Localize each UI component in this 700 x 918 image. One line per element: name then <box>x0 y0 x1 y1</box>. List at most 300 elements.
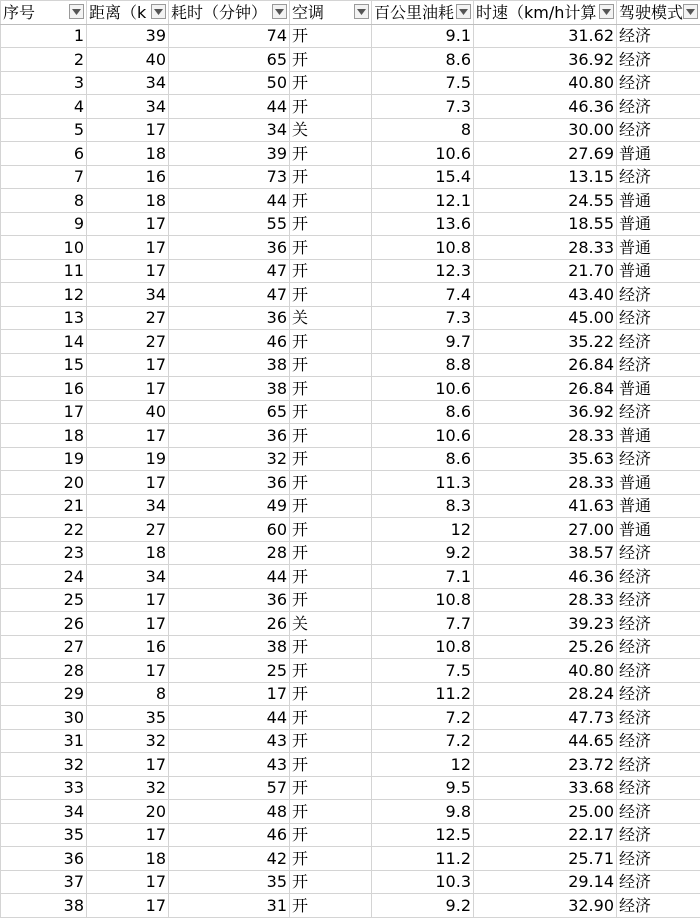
cell-col-seq[interactable]: 11 <box>1 259 87 283</box>
header-col-speed[interactable] <box>474 1 617 25</box>
cell-col-mode[interactable]: 经济 <box>617 353 700 377</box>
cell-col-speed[interactable]: 25.26 <box>474 635 617 659</box>
cell-col-speed[interactable]: 39.23 <box>474 612 617 636</box>
cell-col-fuel[interactable]: 7.2 <box>372 729 474 753</box>
cell-col-fuel[interactable]: 9.2 <box>372 894 474 918</box>
cell-col-ac[interactable]: 开 <box>290 400 372 424</box>
table-body <box>1 24 700 917</box>
cell-col-ac[interactable]: 开 <box>290 682 372 706</box>
cell-col-mode[interactable]: 经济 <box>617 682 700 706</box>
cell-col-seq[interactable]: 24 <box>1 565 87 589</box>
cell-col-fuel[interactable]: 15.4 <box>372 165 474 189</box>
cell-col-ac[interactable]: 开 <box>290 753 372 777</box>
cell-col-ac[interactable]: 关 <box>290 306 372 330</box>
cell-col-duration[interactable]: 65 <box>169 400 290 424</box>
cell-col-mode[interactable]: 经济 <box>617 823 700 847</box>
cell-col-duration[interactable]: 36 <box>169 306 290 330</box>
cell-col-speed[interactable]: 27.69 <box>474 142 617 166</box>
cell-col-ac[interactable]: 开 <box>290 330 372 354</box>
cell-col-ac[interactable]: 开 <box>290 165 372 189</box>
cell-col-seq[interactable]: 33 <box>1 776 87 800</box>
cell-col-duration[interactable]: 50 <box>169 71 290 95</box>
cell-col-fuel[interactable]: 8.3 <box>372 494 474 518</box>
cell-col-duration[interactable]: 65 <box>169 48 290 72</box>
cell-col-distance[interactable]: 17 <box>87 823 169 847</box>
cell-col-distance[interactable]: 17 <box>87 894 169 918</box>
cell-col-ac[interactable]: 开 <box>290 565 372 589</box>
cell-col-seq[interactable]: 21 <box>1 494 87 518</box>
cell-col-speed[interactable]: 41.63 <box>474 494 617 518</box>
cell-col-seq[interactable]: 36 <box>1 847 87 871</box>
cell-col-fuel[interactable]: 7.3 <box>372 95 474 119</box>
table-row <box>1 189 700 213</box>
cell-col-seq[interactable]: 25 <box>1 588 87 612</box>
cell-col-fuel[interactable]: 11.2 <box>372 682 474 706</box>
cell-col-fuel[interactable]: 7.5 <box>372 71 474 95</box>
cell-col-speed[interactable]: 40.80 <box>474 659 617 683</box>
cell-col-mode[interactable]: 经济 <box>617 565 700 589</box>
cell-col-distance[interactable]: 39 <box>87 24 169 48</box>
table-row <box>1 400 700 424</box>
cell-col-seq[interactable]: 7 <box>1 165 87 189</box>
cell-col-fuel[interactable]: 12 <box>372 753 474 777</box>
cell-col-seq[interactable]: 5 <box>1 118 87 142</box>
cell-col-speed[interactable]: 46.36 <box>474 95 617 119</box>
cell-col-speed[interactable]: 30.00 <box>474 118 617 142</box>
cell-col-distance[interactable]: 17 <box>87 870 169 894</box>
cell-col-duration[interactable]: 60 <box>169 518 290 542</box>
cell-col-distance[interactable]: 32 <box>87 776 169 800</box>
header-col-duration[interactable] <box>169 1 290 25</box>
cell-col-fuel[interactable]: 9.5 <box>372 776 474 800</box>
cell-col-seq[interactable]: 16 <box>1 377 87 401</box>
cell-col-speed[interactable]: 28.33 <box>474 588 617 612</box>
header-col-distance[interactable] <box>87 1 169 25</box>
cell-col-seq[interactable]: 9 <box>1 212 87 236</box>
cell-col-mode[interactable]: 普通 <box>617 471 700 495</box>
cell-col-duration[interactable]: 35 <box>169 870 290 894</box>
table-row <box>1 71 700 95</box>
table-row <box>1 259 700 283</box>
cell-col-speed[interactable]: 36.92 <box>474 400 617 424</box>
cell-col-duration[interactable]: 43 <box>169 729 290 753</box>
cell-col-speed[interactable]: 23.72 <box>474 753 617 777</box>
cell-col-fuel[interactable]: 9.8 <box>372 800 474 824</box>
cell-col-fuel[interactable]: 10.6 <box>372 424 474 448</box>
cell-col-seq[interactable]: 30 <box>1 706 87 730</box>
cell-col-fuel[interactable]: 8 <box>372 118 474 142</box>
cell-col-ac[interactable]: 开 <box>290 870 372 894</box>
cell-col-mode[interactable]: 经济 <box>617 776 700 800</box>
filter-dropdown-icon[interactable] <box>683 4 698 19</box>
cell-col-fuel[interactable]: 7.3 <box>372 306 474 330</box>
cell-col-speed[interactable]: 46.36 <box>474 565 617 589</box>
cell-col-duration[interactable]: 31 <box>169 894 290 918</box>
cell-col-seq[interactable]: 26 <box>1 612 87 636</box>
cell-col-seq[interactable]: 1 <box>1 24 87 48</box>
cell-col-mode[interactable]: 经济 <box>617 48 700 72</box>
cell-col-speed[interactable]: 21.70 <box>474 259 617 283</box>
cell-col-mode[interactable]: 经济 <box>617 283 700 307</box>
table-row <box>1 471 700 495</box>
cell-col-fuel[interactable]: 7.1 <box>372 565 474 589</box>
cell-col-fuel[interactable]: 8.6 <box>372 48 474 72</box>
cell-col-speed[interactable]: 24.55 <box>474 189 617 213</box>
cell-col-fuel[interactable]: 9.7 <box>372 330 474 354</box>
filter-dropdown-icon[interactable] <box>599 4 614 19</box>
cell-col-distance[interactable]: 17 <box>87 377 169 401</box>
cell-col-speed[interactable]: 26.84 <box>474 353 617 377</box>
cell-col-ac[interactable]: 开 <box>290 189 372 213</box>
cell-col-distance[interactable]: 17 <box>87 212 169 236</box>
cell-col-distance[interactable]: 18 <box>87 847 169 871</box>
cell-col-distance[interactable]: 17 <box>87 118 169 142</box>
cell-col-mode[interactable]: 普通 <box>617 236 700 260</box>
cell-col-fuel[interactable]: 10.6 <box>372 142 474 166</box>
header-label: 距离（k <box>89 3 146 22</box>
cell-col-ac[interactable]: 关 <box>290 612 372 636</box>
cell-col-ac[interactable]: 开 <box>290 424 372 448</box>
cell-col-seq[interactable]: 12 <box>1 283 87 307</box>
cell-col-ac[interactable]: 开 <box>290 377 372 401</box>
table-row <box>1 729 700 753</box>
cell-col-seq[interactable]: 13 <box>1 306 87 330</box>
cell-col-seq[interactable]: 2 <box>1 48 87 72</box>
table-row <box>1 823 700 847</box>
cell-col-distance[interactable]: 34 <box>87 95 169 119</box>
cell-col-mode[interactable]: 经济 <box>617 729 700 753</box>
cell-col-mode[interactable]: 普通 <box>617 518 700 542</box>
cell-col-duration[interactable]: 43 <box>169 753 290 777</box>
header-col-ac[interactable] <box>290 1 372 25</box>
cell-col-mode[interactable]: 经济 <box>617 306 700 330</box>
cell-col-ac[interactable]: 开 <box>290 894 372 918</box>
cell-col-seq[interactable]: 10 <box>1 236 87 260</box>
cell-col-mode[interactable]: 经济 <box>617 24 700 48</box>
cell-col-seq[interactable]: 19 <box>1 447 87 471</box>
cell-col-fuel[interactable]: 10.8 <box>372 588 474 612</box>
cell-col-speed[interactable]: 22.17 <box>474 823 617 847</box>
cell-col-duration[interactable]: 55 <box>169 212 290 236</box>
cell-col-mode[interactable]: 经济 <box>617 400 700 424</box>
cell-col-ac[interactable]: 开 <box>290 635 372 659</box>
cell-col-duration[interactable]: 46 <box>169 823 290 847</box>
cell-col-speed[interactable]: 13.15 <box>474 165 617 189</box>
cell-col-mode[interactable]: 普通 <box>617 259 700 283</box>
cell-col-mode[interactable]: 经济 <box>617 635 700 659</box>
cell-col-speed[interactable]: 28.33 <box>474 471 617 495</box>
cell-col-duration[interactable]: 47 <box>169 283 290 307</box>
cell-col-duration[interactable]: 39 <box>169 142 290 166</box>
cell-col-ac[interactable]: 开 <box>290 95 372 119</box>
cell-col-distance[interactable]: 17 <box>87 236 169 260</box>
cell-col-ac[interactable]: 开 <box>290 48 372 72</box>
cell-col-ac[interactable]: 开 <box>290 283 372 307</box>
cell-col-mode[interactable]: 经济 <box>617 753 700 777</box>
cell-col-distance[interactable]: 17 <box>87 753 169 777</box>
cell-col-duration[interactable]: 36 <box>169 236 290 260</box>
cell-col-ac[interactable]: 开 <box>290 541 372 565</box>
header-col-seq[interactable] <box>1 1 87 25</box>
header-label: 时速（km/h计算 <box>476 3 596 22</box>
cell-col-speed[interactable]: 33.68 <box>474 776 617 800</box>
cell-col-mode[interactable]: 经济 <box>617 800 700 824</box>
cell-col-duration[interactable]: 38 <box>169 377 290 401</box>
cell-col-mode[interactable]: 经济 <box>617 847 700 871</box>
cell-col-fuel[interactable]: 9.1 <box>372 24 474 48</box>
cell-col-duration[interactable]: 74 <box>169 24 290 48</box>
cell-col-mode[interactable]: 经济 <box>617 541 700 565</box>
cell-col-distance[interactable]: 17 <box>87 612 169 636</box>
cell-col-speed[interactable]: 25.71 <box>474 847 617 871</box>
header-label: 耗时（分钟） <box>171 3 267 22</box>
cell-col-seq[interactable]: 37 <box>1 870 87 894</box>
cell-col-duration[interactable]: 44 <box>169 565 290 589</box>
cell-col-duration[interactable]: 48 <box>169 800 290 824</box>
filter-dropdown-icon[interactable] <box>69 4 84 19</box>
cell-col-distance[interactable]: 18 <box>87 541 169 565</box>
cell-col-duration[interactable]: 44 <box>169 706 290 730</box>
cell-col-speed[interactable]: 32.90 <box>474 894 617 918</box>
cell-col-fuel[interactable]: 8.8 <box>372 353 474 377</box>
cell-col-fuel[interactable]: 9.2 <box>372 541 474 565</box>
table-row <box>1 165 700 189</box>
cell-col-duration[interactable]: 28 <box>169 541 290 565</box>
header-col-fuel[interactable] <box>372 1 474 25</box>
cell-col-seq[interactable]: 28 <box>1 659 87 683</box>
cell-col-speed[interactable]: 27.00 <box>474 518 617 542</box>
cell-col-ac[interactable]: 开 <box>290 729 372 753</box>
cell-col-ac[interactable]: 开 <box>290 588 372 612</box>
cell-col-duration[interactable]: 26 <box>169 612 290 636</box>
cell-col-distance[interactable]: 34 <box>87 494 169 518</box>
cell-col-ac[interactable]: 开 <box>290 212 372 236</box>
cell-col-ac[interactable]: 开 <box>290 659 372 683</box>
cell-col-duration[interactable]: 49 <box>169 494 290 518</box>
cell-col-ac[interactable]: 开 <box>290 800 372 824</box>
cell-col-duration[interactable]: 25 <box>169 659 290 683</box>
cell-col-fuel[interactable]: 11.3 <box>372 471 474 495</box>
cell-col-speed[interactable]: 28.33 <box>474 236 617 260</box>
cell-col-seq[interactable]: 34 <box>1 800 87 824</box>
cell-col-mode[interactable]: 经济 <box>617 870 700 894</box>
cell-col-ac[interactable]: 开 <box>290 823 372 847</box>
cell-col-distance[interactable]: 17 <box>87 259 169 283</box>
cell-col-seq[interactable]: 29 <box>1 682 87 706</box>
cell-col-seq[interactable]: 22 <box>1 518 87 542</box>
cell-col-fuel[interactable]: 12.1 <box>372 189 474 213</box>
cell-col-ac[interactable]: 开 <box>290 706 372 730</box>
cell-col-ac[interactable]: 开 <box>290 494 372 518</box>
cell-col-speed[interactable]: 40.80 <box>474 71 617 95</box>
cell-col-mode[interactable]: 经济 <box>617 612 700 636</box>
cell-col-ac[interactable]: 开 <box>290 259 372 283</box>
cell-col-distance[interactable]: 27 <box>87 518 169 542</box>
cell-col-distance[interactable]: 34 <box>87 283 169 307</box>
cell-col-mode[interactable]: 普通 <box>617 189 700 213</box>
cell-col-fuel[interactable]: 11.2 <box>372 847 474 871</box>
cell-col-seq[interactable]: 35 <box>1 823 87 847</box>
cell-col-speed[interactable]: 36.92 <box>474 48 617 72</box>
cell-col-duration[interactable]: 57 <box>169 776 290 800</box>
cell-col-ac[interactable]: 开 <box>290 236 372 260</box>
cell-col-ac[interactable]: 开 <box>290 142 372 166</box>
cell-col-distance[interactable]: 16 <box>87 635 169 659</box>
cell-col-fuel[interactable]: 7.4 <box>372 283 474 307</box>
cell-col-speed[interactable]: 26.84 <box>474 377 617 401</box>
filter-dropdown-icon[interactable] <box>456 4 471 19</box>
cell-col-speed[interactable]: 18.55 <box>474 212 617 236</box>
cell-col-mode[interactable]: 经济 <box>617 659 700 683</box>
cell-col-mode[interactable]: 普通 <box>617 494 700 518</box>
cell-col-duration[interactable]: 36 <box>169 471 290 495</box>
cell-col-seq[interactable]: 27 <box>1 635 87 659</box>
table-row <box>1 565 700 589</box>
cell-col-seq[interactable]: 8 <box>1 189 87 213</box>
cell-col-mode[interactable]: 经济 <box>617 165 700 189</box>
cell-col-speed[interactable]: 43.40 <box>474 283 617 307</box>
cell-col-distance[interactable]: 35 <box>87 706 169 730</box>
cell-col-seq[interactable]: 15 <box>1 353 87 377</box>
cell-col-fuel[interactable]: 13.6 <box>372 212 474 236</box>
cell-col-duration[interactable]: 73 <box>169 165 290 189</box>
cell-col-fuel[interactable]: 10.8 <box>372 236 474 260</box>
cell-col-seq[interactable]: 32 <box>1 753 87 777</box>
cell-col-seq[interactable]: 14 <box>1 330 87 354</box>
cell-col-speed[interactable]: 38.57 <box>474 541 617 565</box>
cell-col-mode[interactable]: 经济 <box>617 330 700 354</box>
cell-col-duration[interactable]: 36 <box>169 588 290 612</box>
cell-col-seq[interactable]: 3 <box>1 71 87 95</box>
cell-col-ac[interactable]: 开 <box>290 518 372 542</box>
cell-col-seq[interactable]: 18 <box>1 424 87 448</box>
cell-col-distance[interactable]: 17 <box>87 424 169 448</box>
filter-dropdown-icon[interactable] <box>354 4 369 19</box>
cell-col-ac[interactable]: 关 <box>290 118 372 142</box>
table-row <box>1 541 700 565</box>
filter-dropdown-icon[interactable] <box>151 4 166 19</box>
table-row <box>1 283 700 307</box>
cell-col-mode[interactable]: 经济 <box>617 71 700 95</box>
cell-col-mode[interactable]: 经济 <box>617 95 700 119</box>
cell-col-seq[interactable]: 23 <box>1 541 87 565</box>
cell-col-mode[interactable]: 普通 <box>617 377 700 401</box>
cell-col-duration[interactable]: 38 <box>169 353 290 377</box>
cell-col-seq[interactable]: 38 <box>1 894 87 918</box>
cell-col-speed[interactable]: 35.22 <box>474 330 617 354</box>
cell-col-fuel[interactable]: 10.3 <box>372 870 474 894</box>
cell-col-duration[interactable]: 47 <box>169 259 290 283</box>
cell-col-ac[interactable]: 开 <box>290 447 372 471</box>
cell-col-mode[interactable]: 经济 <box>617 894 700 918</box>
cell-col-mode[interactable]: 普通 <box>617 212 700 236</box>
cell-col-seq[interactable]: 31 <box>1 729 87 753</box>
cell-col-distance[interactable]: 27 <box>87 330 169 354</box>
cell-col-distance[interactable]: 8 <box>87 682 169 706</box>
cell-col-seq[interactable]: 20 <box>1 471 87 495</box>
cell-col-fuel[interactable]: 7.2 <box>372 706 474 730</box>
cell-col-mode[interactable]: 经济 <box>617 118 700 142</box>
table-row <box>1 894 700 918</box>
cell-col-speed[interactable]: 47.73 <box>474 706 617 730</box>
cell-col-duration[interactable]: 32 <box>169 447 290 471</box>
cell-col-distance[interactable]: 16 <box>87 165 169 189</box>
cell-col-seq[interactable]: 4 <box>1 95 87 119</box>
cell-col-duration[interactable]: 36 <box>169 424 290 448</box>
cell-col-distance[interactable]: 18 <box>87 189 169 213</box>
cell-col-duration[interactable]: 42 <box>169 847 290 871</box>
cell-col-ac[interactable]: 开 <box>290 776 372 800</box>
cell-col-duration[interactable]: 44 <box>169 95 290 119</box>
cell-col-distance[interactable]: 17 <box>87 353 169 377</box>
cell-col-distance[interactable]: 19 <box>87 447 169 471</box>
cell-col-ac[interactable]: 开 <box>290 71 372 95</box>
cell-col-mode[interactable]: 普通 <box>617 142 700 166</box>
cell-col-distance[interactable]: 34 <box>87 71 169 95</box>
cell-col-distance[interactable]: 17 <box>87 471 169 495</box>
cell-col-mode[interactable]: 普通 <box>617 424 700 448</box>
cell-col-speed[interactable]: 45.00 <box>474 306 617 330</box>
cell-col-duration[interactable]: 44 <box>169 189 290 213</box>
cell-col-fuel[interactable]: 10.6 <box>372 377 474 401</box>
cell-col-distance[interactable]: 20 <box>87 800 169 824</box>
cell-col-distance[interactable]: 17 <box>87 588 169 612</box>
cell-col-speed[interactable]: 31.62 <box>474 24 617 48</box>
cell-col-distance[interactable]: 27 <box>87 306 169 330</box>
cell-col-distance[interactable]: 40 <box>87 48 169 72</box>
table-row <box>1 353 700 377</box>
cell-col-fuel[interactable]: 12 <box>372 518 474 542</box>
cell-col-speed[interactable]: 44.65 <box>474 729 617 753</box>
cell-col-speed[interactable]: 28.24 <box>474 682 617 706</box>
cell-col-duration[interactable]: 17 <box>169 682 290 706</box>
cell-col-duration[interactable]: 34 <box>169 118 290 142</box>
cell-col-fuel[interactable]: 7.5 <box>372 659 474 683</box>
cell-col-mode[interactable]: 经济 <box>617 706 700 730</box>
header-label: 序号 <box>3 3 35 22</box>
cell-col-speed[interactable]: 28.33 <box>474 424 617 448</box>
filter-dropdown-icon[interactable] <box>272 4 287 19</box>
cell-col-fuel[interactable]: 10.8 <box>372 635 474 659</box>
cell-col-distance[interactable]: 32 <box>87 729 169 753</box>
cell-col-distance[interactable]: 34 <box>87 565 169 589</box>
cell-col-fuel[interactable]: 8.6 <box>372 447 474 471</box>
cell-col-mode[interactable]: 经济 <box>617 447 700 471</box>
header-col-mode[interactable] <box>617 1 700 25</box>
cell-col-speed[interactable]: 35.63 <box>474 447 617 471</box>
cell-col-ac[interactable]: 开 <box>290 24 372 48</box>
table-row <box>1 95 700 119</box>
cell-col-speed[interactable]: 25.00 <box>474 800 617 824</box>
cell-col-seq[interactable]: 17 <box>1 400 87 424</box>
cell-col-distance[interactable]: 17 <box>87 659 169 683</box>
cell-col-ac[interactable]: 开 <box>290 847 372 871</box>
cell-col-duration[interactable]: 38 <box>169 635 290 659</box>
cell-col-distance[interactable]: 18 <box>87 142 169 166</box>
cell-col-mode[interactable]: 经济 <box>617 588 700 612</box>
cell-col-fuel[interactable]: 8.6 <box>372 400 474 424</box>
cell-col-fuel[interactable]: 12.3 <box>372 259 474 283</box>
table-row <box>1 424 700 448</box>
cell-col-duration[interactable]: 46 <box>169 330 290 354</box>
cell-col-fuel[interactable]: 12.5 <box>372 823 474 847</box>
cell-col-ac[interactable]: 开 <box>290 471 372 495</box>
cell-col-ac[interactable]: 开 <box>290 353 372 377</box>
cell-col-seq[interactable]: 6 <box>1 142 87 166</box>
cell-col-fuel[interactable]: 7.7 <box>372 612 474 636</box>
cell-col-distance[interactable]: 40 <box>87 400 169 424</box>
cell-col-speed[interactable]: 29.14 <box>474 870 617 894</box>
